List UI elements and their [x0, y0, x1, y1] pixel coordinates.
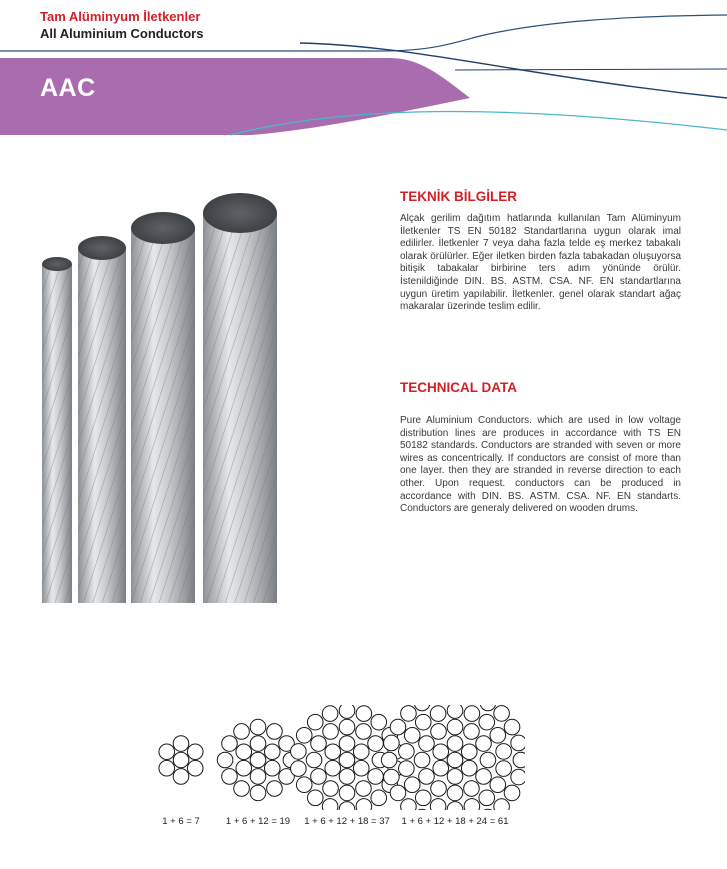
- cables-illustration: [38, 188, 278, 603]
- wire-circle: [494, 706, 510, 722]
- wire-circle: [504, 785, 520, 801]
- wire-circle: [250, 769, 266, 785]
- body-teknik-bilgiler: Alçak gerilim dağıtım hatlarında kullanılan Tam Alüminyum İletkenler TS EN 50182 Standartlarına uygun olarak imal edilirler. İletkenler 7 veya daha fazla telde eş merkez tabakalı olarak örülürler. Eğer iletken birden fazla tabakadan oluşuyorsa bitişik tabakalar birbirine ters adım yönünde örülür. İstenildiğinde DIN. BS. ASTM. CSA. NF. EN standartlarına uygun üretim yapılabilir. İletkenler. genel olarak standart ağaç makaralar üzerinde teslim edilir.: [400, 213, 681, 313]
- formula-37-wires: 1 + 6 + 12 + 18 = 37: [304, 816, 390, 827]
- wire-circle: [356, 724, 372, 740]
- heading-teknik-bilgiler: TEKNİK BİLGİLER: [400, 189, 517, 204]
- wire-circle: [494, 799, 510, 810]
- body-technical-data: Pure Aluminium Conductors. which are used in low voltage distribution lines are produces in accordance with TS EN 50182 standards. Conductors are stranded with seven or more wires as concentrically. If conductors are consist of more than one layer. then they are stranded in reverse direction to each other. Upon request. conductors can be produced in accordance with DIN. BS. ASTM. CSA. NF. EN standarts. Conductors are generaly delivered on wooden drums.: [400, 415, 681, 515]
- wire-circle: [476, 736, 492, 752]
- wire-circle: [490, 777, 506, 793]
- wire-circle: [433, 760, 449, 776]
- wire-circle: [173, 736, 189, 752]
- wire-circle: [511, 735, 525, 751]
- wire-circle: [430, 799, 446, 810]
- heading-technical-data: TECHNICAL DATA: [400, 380, 517, 395]
- wire-circle: [159, 760, 175, 776]
- wire-circle: [371, 790, 387, 806]
- wire-circle: [513, 752, 525, 768]
- title-turkish: Tam Alüminyum İletkenler: [40, 9, 201, 24]
- banner-label: AAC: [40, 74, 96, 102]
- wire-circle: [339, 769, 355, 785]
- wire-circle: [464, 724, 480, 740]
- wire-circle: [415, 790, 431, 806]
- wire-circle: [447, 802, 463, 810]
- wire-circle: [322, 799, 338, 810]
- wire-circle: [234, 724, 250, 740]
- wire-circle: [414, 809, 430, 810]
- wire-circle: [480, 705, 496, 711]
- wire-circle: [447, 785, 463, 801]
- wire-circle: [419, 736, 435, 752]
- wire-circle: [401, 799, 417, 810]
- wire-circle: [371, 714, 387, 730]
- wire-circle: [291, 761, 307, 777]
- wire-circle: [461, 744, 477, 760]
- wire-circle: [323, 781, 339, 797]
- wire-circle: [250, 736, 266, 752]
- wire-circle: [236, 744, 252, 760]
- wire-circle: [173, 769, 189, 785]
- wire-circle: [399, 761, 415, 777]
- wire-circle: [356, 799, 372, 810]
- wire-circle: [311, 769, 327, 785]
- wire-circle: [339, 785, 355, 801]
- wire-circle: [339, 802, 355, 810]
- wire-circle: [384, 769, 400, 785]
- wire-circle: [296, 777, 312, 793]
- wire-circle: [414, 705, 430, 711]
- wire-circle: [504, 719, 520, 735]
- wire-circle: [368, 736, 384, 752]
- wire-circle: [447, 752, 463, 768]
- wire-circle: [401, 706, 417, 722]
- wire-circle: [307, 714, 323, 730]
- wire-circle: [447, 769, 463, 785]
- wire-circle: [264, 760, 280, 776]
- wire-circle: [431, 781, 447, 797]
- wire-circle: [381, 752, 397, 768]
- wire-circle: [323, 724, 339, 740]
- wire-circle: [480, 809, 496, 810]
- wire-circle: [264, 744, 280, 760]
- wire-circle: [390, 785, 406, 801]
- header-titles: [40, 8, 203, 42]
- wire-circle: [404, 728, 420, 744]
- wire-circle: [415, 714, 431, 730]
- wire-circle: [325, 760, 341, 776]
- wire-circle: [222, 769, 238, 785]
- wire-circle: [339, 719, 355, 735]
- wire-circle: [353, 760, 369, 776]
- wire-circle: [479, 714, 495, 730]
- wire-circle: [311, 736, 327, 752]
- wire-circle: [353, 744, 369, 760]
- wire-circle: [325, 744, 341, 760]
- wire-circle: [430, 706, 446, 722]
- wire-circle: [461, 760, 477, 776]
- wire-circle: [250, 785, 266, 801]
- wire-circle: [187, 760, 203, 776]
- wire-circle: [464, 799, 480, 810]
- wire-circle: [433, 744, 449, 760]
- wire-circle: [419, 769, 435, 785]
- wire-circle: [464, 706, 480, 722]
- wire-circle: [339, 736, 355, 752]
- wire-circle: [267, 781, 283, 797]
- wire-circle: [490, 728, 506, 744]
- wire-circle: [222, 736, 238, 752]
- formula-61-wires: 1 + 6 + 12 + 18 + 24 = 61: [401, 816, 509, 827]
- stranding-diagrams: [150, 705, 525, 810]
- wire-circle: [384, 735, 400, 751]
- stranding-diagram-2: [217, 719, 298, 800]
- formula-19-wires: 1 + 6 + 12 = 19: [225, 816, 291, 827]
- wire-circle: [447, 719, 463, 735]
- wire-circle: [322, 706, 338, 722]
- wire-circle: [296, 728, 312, 744]
- title-english: All Aluminium Conductors: [40, 26, 204, 41]
- wire-circle: [217, 752, 233, 768]
- wire-circle: [368, 769, 384, 785]
- wire-circle: [496, 761, 512, 777]
- wire-circle: [187, 744, 203, 760]
- wire-circle: [431, 724, 447, 740]
- wire-circle: [496, 744, 512, 760]
- stranding-diagram-4: [381, 705, 525, 810]
- wire-circle: [404, 777, 420, 793]
- wire-circle: [447, 736, 463, 752]
- stranding-diagram-1: [159, 736, 203, 785]
- cable-xlarge: [203, 193, 277, 603]
- wire-circle: [307, 790, 323, 806]
- wire-circle: [236, 760, 252, 776]
- wire-circle: [447, 705, 463, 718]
- wire-circle: [339, 705, 355, 718]
- wire-circle: [306, 752, 322, 768]
- cable-large: [131, 212, 195, 603]
- wire-circle: [173, 752, 189, 768]
- wire-circle: [464, 781, 480, 797]
- wire-circle: [250, 752, 266, 768]
- wire-circle: [399, 744, 415, 760]
- wire-circle: [390, 719, 406, 735]
- wire-circle: [480, 752, 496, 768]
- wire-circle: [267, 724, 283, 740]
- wire-circle: [159, 744, 175, 760]
- wire-circle: [479, 790, 495, 806]
- cable-small: [42, 257, 72, 603]
- wire-circle: [356, 781, 372, 797]
- wire-circle: [511, 769, 525, 785]
- wire-circle: [234, 781, 250, 797]
- wire-circle: [414, 752, 430, 768]
- wire-circle: [250, 719, 266, 735]
- wire-circle: [291, 744, 307, 760]
- wire-circle: [339, 752, 355, 768]
- formula-7-wires: 1 + 6 = 7: [162, 816, 200, 827]
- wire-circle: [356, 706, 372, 722]
- wire-circle: [476, 769, 492, 785]
- cable-medium: [78, 236, 126, 603]
